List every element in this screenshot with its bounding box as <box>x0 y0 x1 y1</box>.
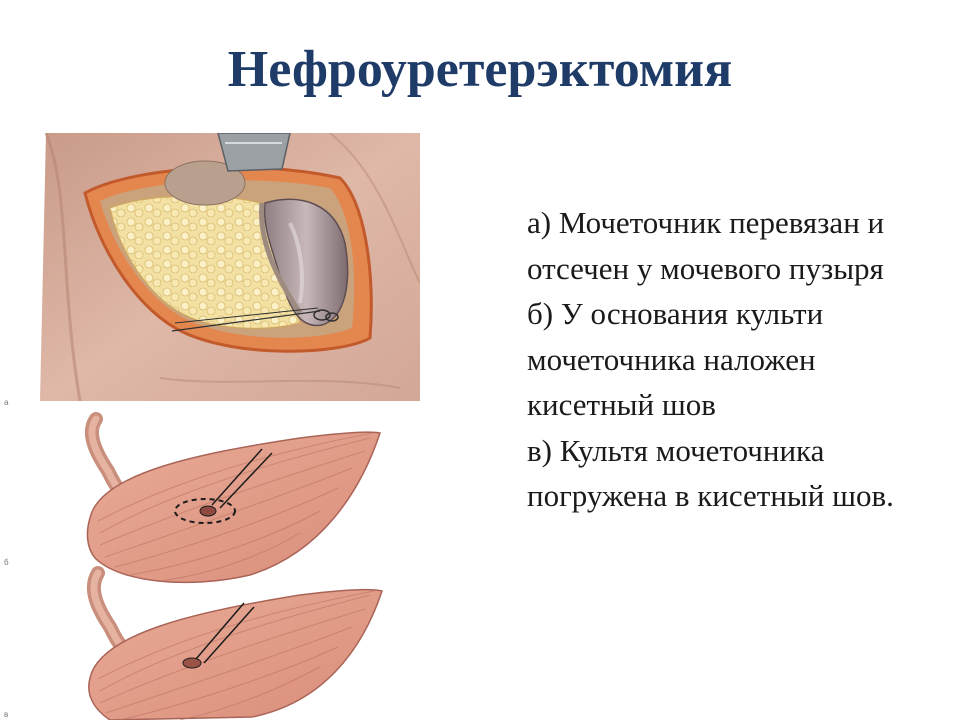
panel-c-illustration <box>89 573 382 720</box>
surgical-illustration-svg <box>0 133 420 720</box>
panel-letter-c: в <box>4 710 9 719</box>
panel-letter-b: б <box>4 558 9 567</box>
description-text <box>527 200 947 519</box>
panel-a-illustration <box>0 133 420 401</box>
surgical-illustration <box>0 133 420 720</box>
panel-b-illustration <box>87 419 380 582</box>
panel-letter-a: а <box>4 398 9 407</box>
slide-title: Нефроуретерэктомия <box>227 41 733 98</box>
description-item-c: в) Культя мочеточника погружена в кисетный шов. <box>527 432 894 513</box>
description-item-a: а) Мочеточник перевязан и отсечен у мочевого пузыря <box>527 205 885 286</box>
description-item-b: б) У основания культи мочеточника наложен кисетный шов <box>527 296 824 422</box>
